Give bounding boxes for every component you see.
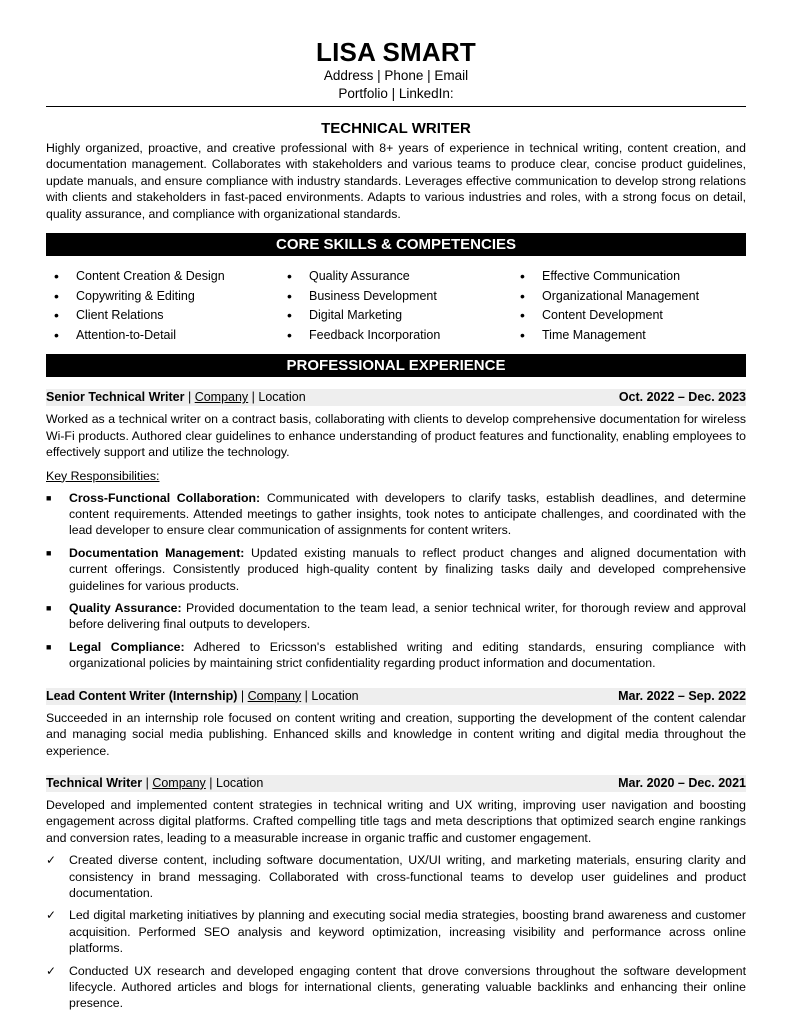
job-role-line	[46, 389, 306, 406]
skill-item: • Content Development	[512, 306, 746, 326]
job-role: Lead Content Writer (Internship)	[46, 688, 238, 703]
skill-item: • Digital Marketing	[279, 306, 512, 326]
job-role: Senior Technical Writer	[46, 390, 185, 405]
list-item	[46, 600, 746, 633]
summary-paragraph: Highly organized, proactive, and creative professional with 8+ years of experience in technical writing, content creation, and documentation management. Collaborates with stakeholders and various teams to produce clear, concise product guidelines, update manuals, and ensure compliance with industry standards. Leverages effective communication to develop strong relations with clients and stakeholders in fast-paced environments. Adapts to various industries and roles, with a strong focus on detail, quality assurance, and compliance with organizational standards.	[46, 141, 746, 221]
skills-heading: CORE SKILLS & COMPETENCIES	[46, 233, 746, 256]
bullet-text: Conducted UX research and developed engaging content that drove conversions throughout the software development lifecycle. Authored articles and blogs for international clients, generating valuable backlinks and enhancing their online presence.	[69, 963, 746, 1011]
job-role-line	[46, 775, 263, 792]
skill-item: • Attention-to-Detail	[46, 326, 279, 346]
job-header	[46, 688, 746, 705]
job-location: Location	[216, 775, 264, 790]
separator: |	[145, 775, 149, 790]
experience-heading: PROFESSIONAL EXPERIENCE	[46, 354, 746, 377]
job-description: Succeeded in an internship role focused on content writing and creation, supporting the development of the content calendar and managing social media publishing. Enhanced skills and knowledge in content writing and digital media throughout the experience.	[46, 710, 746, 758]
separator: |	[209, 775, 213, 790]
bullet-label: Legal Compliance:	[69, 639, 185, 654]
square-bullet-icon: ■	[46, 603, 52, 614]
company-name: Company	[247, 688, 302, 703]
achievements-list	[46, 852, 746, 1012]
skill-item: • Organizational Management	[512, 287, 746, 307]
list-item	[46, 852, 746, 901]
skill-item: • Content Creation & Design	[46, 267, 279, 287]
skills-column-1	[46, 267, 279, 345]
skill-item: • Client Relations	[46, 306, 279, 326]
skill-item: • Effective Communication	[512, 267, 746, 287]
job-dates: Mar. 2020 – Dec. 2021	[618, 775, 746, 790]
skills-column-3	[512, 267, 746, 345]
list-item	[46, 963, 746, 1012]
list-item	[46, 545, 746, 594]
list-item	[46, 490, 746, 539]
job-description: Worked as a technical writer on a contract basis, collaborating with clients to develop comprehensive documentation for wireless Wi-Fi products. Authored clear guidelines to enhance understanding of product features and functionality, enabling employees to effectively support and utilize the technology.	[46, 412, 746, 460]
links-line: Portfolio | LinkedIn:	[338, 86, 454, 101]
bullet-text: Adhered to Ericsson's established writing and editing standards, ensuring compliance with organizational policies by maintaining strict confidentiality regarding product information and documentation.	[69, 639, 747, 671]
candidate-name: LISA SMART	[316, 37, 476, 67]
separator: |	[251, 390, 255, 405]
checkmark-icon: ✓	[46, 853, 57, 868]
bullet-text: Created diverse content, including software documentation, UX/UI writing, and marketing materials, ensuring clarity and consistency in brand messaging. Collaborated with cross-functional teams to develop user guidelines and product documentation.	[69, 853, 746, 900]
skill-item: • Business Development	[279, 287, 512, 307]
skill-item: • Feedback Incorporation	[279, 326, 512, 346]
bullet-label: Documentation Management:	[69, 545, 245, 560]
square-bullet-icon: ■	[46, 641, 52, 652]
skill-item: • Time Management	[512, 326, 746, 346]
square-bullet-icon: ■	[46, 492, 52, 503]
separator: |	[240, 688, 245, 703]
contact-line: Address | Phone | Email	[323, 68, 469, 83]
bullet-text: Communicated with developers to clarify tasks, establish deadlines, and determine content requirements. Attended meetings to gather insights, took notes to anticipate challenges, and coordinated with the lead developer to ensure clear communication of assignments for content writers.	[69, 490, 746, 538]
skill-item: • Quality Assurance	[279, 267, 512, 287]
square-bullet-icon: ■	[46, 547, 52, 558]
job-title: TECHNICAL WRITER	[321, 120, 471, 137]
job-location: Location	[258, 390, 306, 405]
bullet-text: Provided documentation to the team lead, a senior technical writer, for thorough review and approval before delivering final outputs to developers.	[69, 601, 746, 632]
skills-column-2	[279, 267, 512, 345]
list-item	[46, 907, 746, 956]
job-role-line	[46, 688, 359, 705]
skills-grid	[46, 267, 746, 345]
resume-page	[46, 0, 746, 1012]
responsibilities-list	[46, 490, 746, 672]
job-dates: Oct. 2022 – Dec. 2023	[618, 390, 746, 405]
job-location: Location	[311, 688, 359, 703]
separator: |	[187, 390, 192, 405]
list-item	[46, 639, 746, 672]
header-divider	[46, 106, 746, 107]
job-dates: Mar. 2022 – Sep. 2022	[618, 688, 746, 703]
job-role: Technical Writer	[46, 775, 143, 790]
key-responsibilities-label: Key Responsibilities:	[46, 468, 160, 483]
bullet-text: Updated existing manuals to reflect product changes and aligned documentation with current offerings. Consistently produced high-quality content by finalizing tasks daily and developed comprehensive guidelines for various products.	[69, 545, 746, 593]
checkmark-icon: ✓	[46, 908, 57, 923]
bullet-label: Cross-Functional Collaboration:	[69, 490, 261, 505]
skill-item: • Copywriting & Editing	[46, 287, 279, 307]
checkmark-icon: ✓	[46, 963, 57, 978]
company-name: Company	[152, 775, 206, 790]
company-name: Company	[194, 390, 249, 405]
job-header	[46, 775, 746, 792]
bullet-text: Led digital marketing initiatives by planning and executing social media strategies, boosting brand awareness and customer acquisition. Performed SEO analysis and keyword optimization, increasing visibility and performance across online platforms.	[69, 908, 746, 956]
job-header	[46, 389, 746, 406]
separator: |	[304, 688, 308, 703]
job-description: Developed and implemented content strategies in technical writing and UX writing, improving user navigation and boosting engagement across digital platforms. Crafted compelling title tags and meta descriptions that optimized search engine rankings and conversion rates, leading to a measurable increase in organic traffic and customer engagement.	[46, 797, 746, 845]
bullet-label: Quality Assurance:	[69, 601, 182, 616]
